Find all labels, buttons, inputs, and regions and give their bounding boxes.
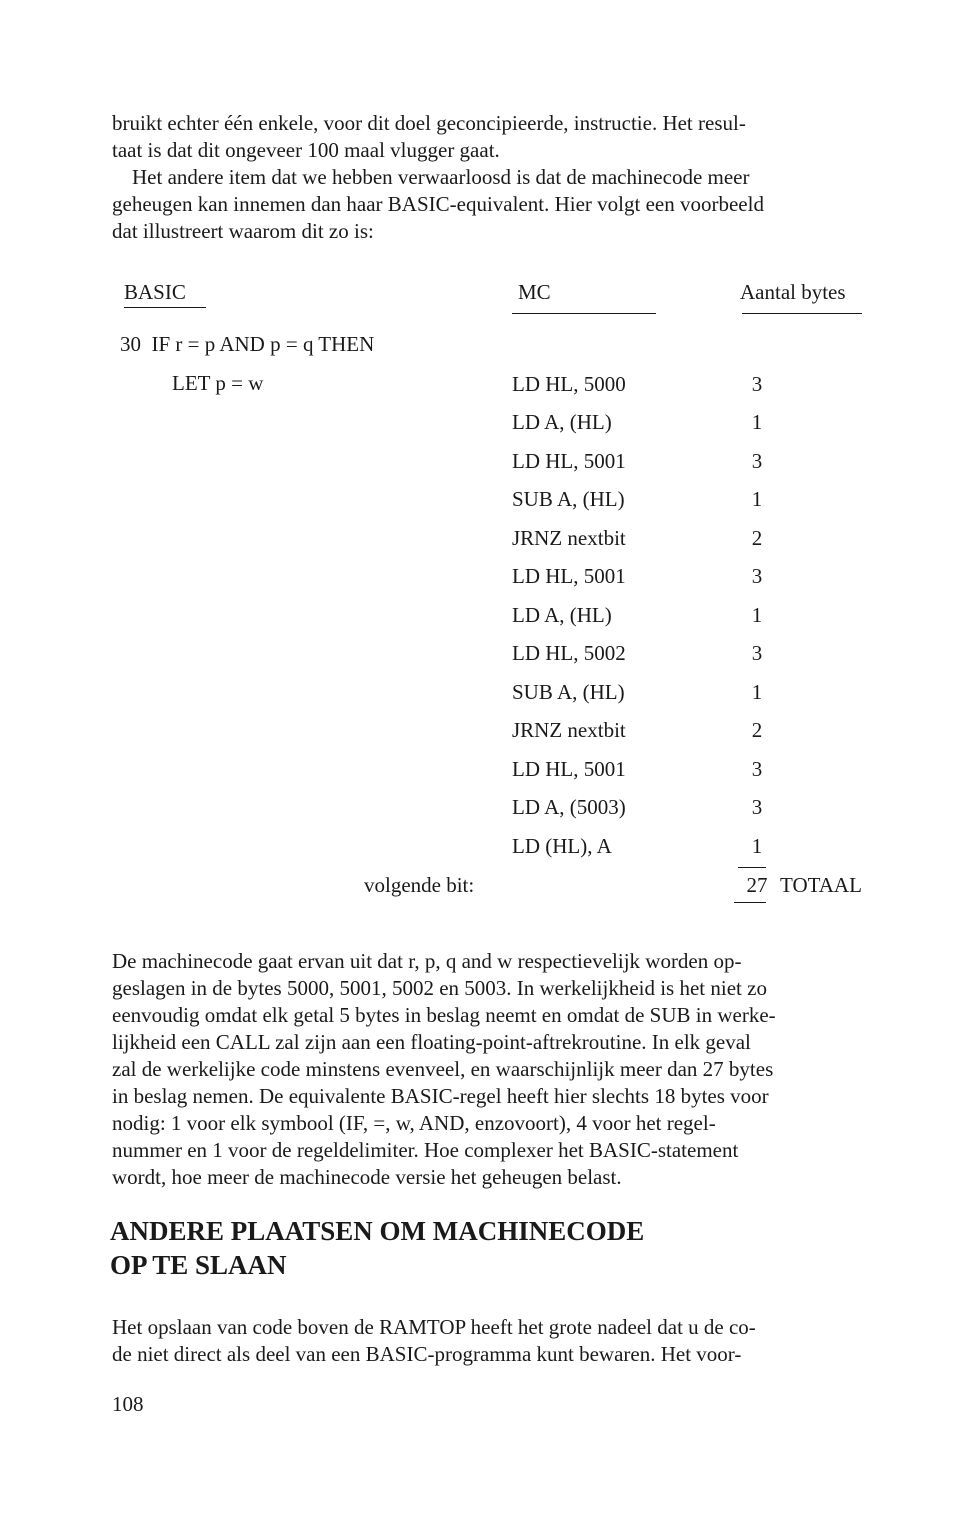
mc-instruction: LD A, (5003) bbox=[512, 795, 626, 819]
sum-rule bbox=[738, 867, 766, 868]
byte-count: 3 bbox=[751, 757, 763, 781]
footer-label: volgende bit: bbox=[364, 873, 475, 897]
mc-instruction: LD HL, 5001 bbox=[512, 757, 626, 781]
basic-code-line: 30 IF r = p AND p = q THEN bbox=[120, 332, 375, 356]
byte-count: 1 bbox=[751, 603, 763, 627]
mc-row bbox=[0, 794, 970, 832]
section-heading bbox=[110, 1214, 644, 1282]
byte-count: 1 bbox=[751, 834, 763, 858]
mc-row bbox=[0, 371, 970, 409]
heading-line: ANDERE PLAATSEN OM MACHINECODE bbox=[110, 1216, 645, 1246]
byte-count: 3 bbox=[751, 372, 763, 396]
byte-count: 3 bbox=[751, 795, 763, 819]
mc-row bbox=[0, 717, 970, 755]
text-line: in beslag nemen. De equivalente BASIC-regel heeft hier slechts 18 bytes voor bbox=[112, 1084, 769, 1108]
total-label: TOTAAL bbox=[780, 873, 862, 897]
byte-count: 3 bbox=[751, 641, 763, 665]
mc-instruction: LD HL, 5001 bbox=[512, 449, 626, 473]
mc-row bbox=[0, 602, 970, 640]
text-line: zal de werkelijke code minstens evenveel, en waarschijnlijk meer dan 27 bytes bbox=[112, 1057, 774, 1081]
mc-row bbox=[0, 640, 970, 678]
byte-count: 1 bbox=[751, 410, 763, 434]
text-line: taat is dat dit ongeveer 100 maal vlugger gaat. bbox=[112, 138, 500, 162]
mc-row bbox=[0, 833, 970, 871]
byte-count: 3 bbox=[751, 449, 763, 473]
basic-code-line: LET p = w bbox=[172, 371, 264, 395]
header-basic: BASIC bbox=[124, 280, 186, 304]
mc-row bbox=[0, 448, 970, 486]
byte-count: 1 bbox=[751, 680, 763, 704]
byte-count: 2 bbox=[751, 718, 763, 742]
mc-row bbox=[0, 525, 970, 563]
header-underline bbox=[742, 313, 862, 314]
text-line: geslagen in de bytes 5000, 5001, 5002 en 5003. In werkelijkheid is het niet zo bbox=[112, 976, 767, 1000]
text-line: geheugen kan innemen dan haar BASIC-equivalent. Hier volgt een voorbeeld bbox=[112, 192, 764, 216]
mc-row bbox=[0, 409, 970, 447]
mc-instruction: SUB A, (HL) bbox=[512, 487, 625, 511]
mc-instruction: LD HL, 5000 bbox=[512, 372, 626, 396]
mc-instruction: SUB A, (HL) bbox=[512, 680, 625, 704]
mc-row bbox=[0, 563, 970, 601]
text-line: wordt, hoe meer de machinecode versie het geheugen belast. bbox=[112, 1165, 622, 1189]
text-line: Het opslaan van code boven de RAMTOP heeft het grote nadeel dat u de co- bbox=[112, 1315, 756, 1339]
header-underline bbox=[124, 307, 206, 308]
page-number: 108 bbox=[112, 1392, 144, 1416]
text-line: nodig: 1 voor elk symbool (IF, =, w, AND, enzovoort), 4 voor het regel- bbox=[112, 1111, 716, 1135]
byte-count: 2 bbox=[751, 526, 763, 550]
text-line: dat illustreert waarom dit zo is: bbox=[112, 219, 374, 243]
total-underline bbox=[734, 902, 766, 903]
total-value: 27 bbox=[746, 873, 768, 897]
mc-instruction: JRNZ nextbit bbox=[512, 718, 626, 742]
body-paragraph bbox=[112, 1314, 882, 1368]
mc-row bbox=[0, 679, 970, 717]
text-line: Het andere item dat we hebben verwaarloosd is dat de machinecode meer bbox=[132, 165, 750, 189]
mc-instruction: LD HL, 5001 bbox=[512, 564, 626, 588]
header-mc: MC bbox=[518, 280, 551, 304]
text-line: de niet direct als deel van een BASIC-programma kunt bewaren. Het voor- bbox=[112, 1342, 742, 1366]
text-line: bruikt echter één enkele, voor dit doel geconcipieerde, instructie. Het resul- bbox=[112, 111, 746, 135]
text-line: nummer en 1 voor de regeldelimiter. Hoe complexer het BASIC-statement bbox=[112, 1138, 739, 1162]
mc-row bbox=[0, 486, 970, 524]
mc-instruction: LD A, (HL) bbox=[512, 603, 612, 627]
text-line: De machinecode gaat ervan uit dat r, p, q and w respectievelijk worden op- bbox=[112, 949, 742, 973]
intro-paragraph bbox=[112, 110, 882, 245]
byte-count: 3 bbox=[751, 564, 763, 588]
mc-instruction: LD HL, 5002 bbox=[512, 641, 626, 665]
mc-instruction: LD (HL), A bbox=[512, 834, 612, 858]
mc-instruction: JRNZ nextbit bbox=[512, 526, 626, 550]
byte-count: 1 bbox=[751, 487, 763, 511]
heading-line: OP TE SLAAN bbox=[110, 1250, 287, 1280]
header-bytes: Aantal bytes bbox=[740, 280, 846, 304]
header-underline bbox=[512, 313, 656, 314]
text-line: lijkheid een CALL zal zijn aan een floating-point-aftrekroutine. In elk geval bbox=[112, 1030, 751, 1054]
body-paragraph bbox=[112, 948, 882, 1191]
mc-row bbox=[0, 756, 970, 794]
mc-instruction: LD A, (HL) bbox=[512, 410, 612, 434]
text-line: eenvoudig omdat elk getal 5 bytes in beslag neemt en omdat de SUB in werke- bbox=[112, 1003, 776, 1027]
